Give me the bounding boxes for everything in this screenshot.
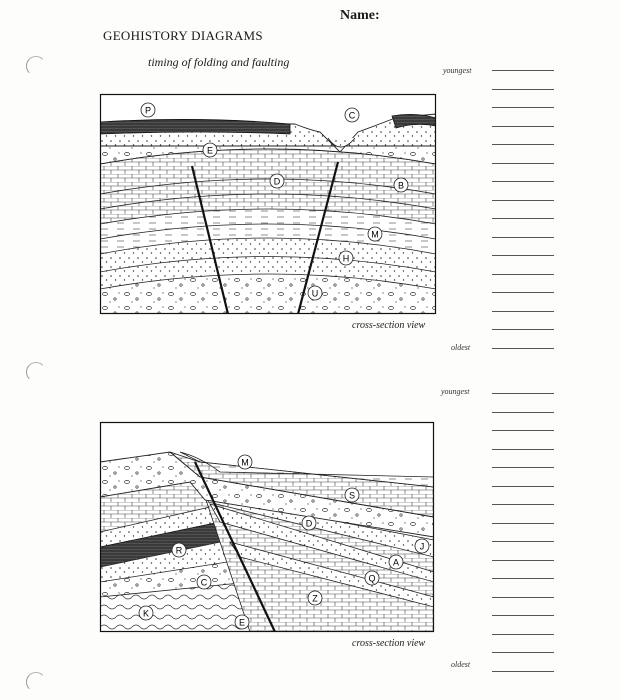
rock-label-c [197,575,211,589]
svg-text:M: M [371,229,379,240]
rock-label-s [345,488,359,502]
page-subtitle: timing of folding and faulting [148,55,290,69]
rock-label-b [394,178,408,192]
svg-text:Q: Q [368,573,376,584]
answer-line[interactable] [492,393,554,394]
rock-label-a [389,555,403,569]
svg-text:S: S [348,490,356,501]
diagram2-oldest-label: oldest [451,660,471,669]
svg-text:U: U [311,288,319,299]
answer-line[interactable] [492,311,554,312]
rock-label-e [203,143,217,157]
answer-line[interactable] [492,597,554,598]
rock-label-e [235,615,249,629]
answer-line[interactable] [492,671,554,672]
rock-label-c [345,108,359,122]
svg-text:H: H [342,253,350,264]
answer-line[interactable] [492,107,554,108]
answer-line[interactable] [492,430,554,431]
svg-text:P: P [144,105,152,116]
answer-line[interactable] [492,634,554,635]
rock-label-d [270,174,284,188]
answer-line[interactable] [492,578,554,579]
answer-line[interactable] [492,218,554,219]
binder-hole [26,362,46,382]
rock-label-m [238,455,252,469]
diagram1-youngest-label: youngest [443,66,472,75]
rock-label-u [308,286,322,300]
svg-text:E: E [206,145,214,156]
answer-line[interactable] [492,163,554,164]
answer-line[interactable] [492,255,554,256]
answer-line[interactable] [492,467,554,468]
answer-line[interactable] [492,237,554,238]
svg-text:K: K [142,608,150,619]
page-title: GEOHISTORY DIAGRAMS [103,28,263,43]
svg-text:D: D [273,176,281,187]
answer-lines-2[interactable] [492,393,554,689]
svg-text:R: R [175,545,183,556]
answer-line[interactable] [492,126,554,127]
diagram1-caption: cross-section view [352,320,426,331]
svg-text:J: J [419,541,425,552]
rock-label-q [365,571,379,585]
name-label: Name: [340,8,380,23]
rock-label-d [302,516,316,530]
svg-text:B: B [397,180,405,191]
answer-line[interactable] [492,274,554,275]
answer-lines-1[interactable] [492,70,554,366]
svg-text:C: C [348,110,356,121]
rock-label-p [141,103,155,117]
rock-label-j [415,539,429,553]
answer-line[interactable] [492,652,554,653]
answer-line[interactable] [492,181,554,182]
answer-line[interactable] [492,412,554,413]
answer-line[interactable] [492,615,554,616]
answer-line[interactable] [492,486,554,487]
answer-line[interactable] [492,449,554,450]
binder-hole [26,56,46,76]
cross-section-diagram-1 [100,94,436,314]
rock-label-z [308,591,322,605]
rock-label-k [139,606,153,620]
svg-text:A: A [392,557,400,568]
answer-line[interactable] [492,70,554,71]
answer-line[interactable] [492,523,554,524]
rock-label-m [368,227,382,241]
answer-line[interactable] [492,292,554,293]
answer-line[interactable] [492,89,554,90]
answer-line[interactable] [492,329,554,330]
diagram2-youngest-label: youngest [441,387,470,396]
diagram1-oldest-label: oldest [451,343,471,352]
rock-label-r [172,543,186,557]
answer-line[interactable] [492,541,554,542]
answer-line[interactable] [492,200,554,201]
answer-line[interactable] [492,504,554,505]
answer-line[interactable] [492,144,554,145]
svg-text:C: C [200,577,208,588]
diagram2-caption: cross-section view [352,638,426,649]
svg-text:Z: Z [312,593,318,604]
svg-text:E: E [238,617,246,628]
binder-hole [26,672,46,692]
svg-text:M: M [241,457,249,468]
answer-line[interactable] [492,560,554,561]
answer-line[interactable] [492,348,554,349]
svg-text:D: D [305,518,313,529]
rock-label-h [339,251,353,265]
cross-section-diagram-2 [100,422,434,632]
